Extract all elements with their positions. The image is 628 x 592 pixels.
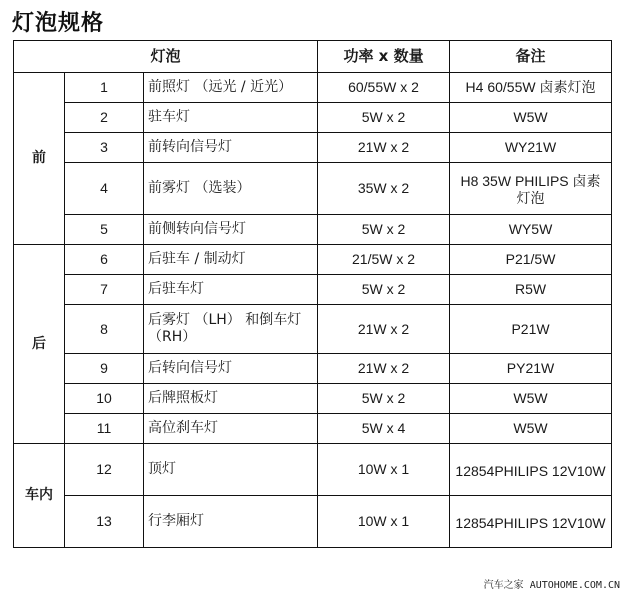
power-qty: 10W x 1: [318, 444, 450, 496]
row-number: 12: [65, 444, 144, 496]
row-number: 10: [65, 384, 144, 414]
power-qty: 21W x 2: [318, 133, 450, 163]
row-number: 9: [65, 354, 144, 384]
bulb-note: PY21W: [450, 354, 612, 384]
row-number: 13: [65, 496, 144, 548]
bulb-name: 后雾灯 （LH） 和倒车灯 （RH）: [144, 305, 318, 354]
bulb-name: 后转向信号灯: [144, 354, 318, 384]
table-row: [14, 245, 612, 275]
power-qty: 5W x 4: [318, 414, 450, 444]
power-qty: 10W x 1: [318, 496, 450, 548]
table-row: [14, 73, 612, 103]
page-title: 灯泡规格: [12, 11, 105, 36]
bulb-name: 前雾灯 （选装）: [144, 163, 318, 215]
table-row: [14, 103, 612, 133]
header-note: 备注: [450, 41, 612, 73]
table-row: [14, 163, 612, 215]
row-number: 4: [65, 163, 144, 215]
row-number: 7: [65, 275, 144, 305]
table-row: [14, 133, 612, 163]
bulb-note: P21W: [450, 305, 612, 354]
table-row: [14, 444, 612, 496]
bulb-note: P21/5W: [450, 245, 612, 275]
bulb-name: 后牌照板灯: [144, 384, 318, 414]
power-qty: 5W x 2: [318, 275, 450, 305]
table-header-row: [14, 41, 612, 73]
bulb-note: W5W: [450, 414, 612, 444]
bulb-note: R5W: [450, 275, 612, 305]
row-number: 8: [65, 305, 144, 354]
bulb-name: 前转向信号灯: [144, 133, 318, 163]
bulb-name: 驻车灯: [144, 103, 318, 133]
table-row: [14, 275, 612, 305]
bulb-note: WY5W: [450, 215, 612, 245]
bulb-note: 12854PHILIPS 12V10W: [450, 444, 612, 496]
bulb-name: 高位刹车灯: [144, 414, 318, 444]
row-number: 2: [65, 103, 144, 133]
bulb-name: 后驻车灯: [144, 275, 318, 305]
power-qty: 60/55W x 2: [318, 73, 450, 103]
bulb-note: H4 60/55W 卤素灯泡: [450, 73, 612, 103]
bulb-note: 12854PHILIPS 12V10W: [450, 496, 612, 548]
power-qty: 21W x 2: [318, 305, 450, 354]
power-qty: 35W x 2: [318, 163, 450, 215]
bulb-name: 顶灯: [144, 444, 318, 496]
row-number: 1: [65, 73, 144, 103]
row-number: 5: [65, 215, 144, 245]
power-qty: 5W x 2: [318, 384, 450, 414]
group-rear: 后: [14, 245, 65, 444]
table-row: [14, 496, 612, 548]
power-qty: 5W x 2: [318, 215, 450, 245]
table-row: [14, 414, 612, 444]
bulb-name: 后驻车 / 制动灯: [144, 245, 318, 275]
header-bulb: 灯泡: [14, 41, 318, 73]
bulb-note: H8 35W PHILIPS 卤素灯泡: [450, 163, 612, 215]
watermark: 汽车之家 AUTOHOME.COM.CN: [483, 580, 620, 591]
power-qty: 21/5W x 2: [318, 245, 450, 275]
power-qty: 21W x 2: [318, 354, 450, 384]
table-row: [14, 215, 612, 245]
bulb-spec-table: [13, 40, 612, 548]
group-interior: 车内: [14, 444, 65, 548]
group-front: 前: [14, 73, 65, 245]
bulb-note: W5W: [450, 103, 612, 133]
row-number: 6: [65, 245, 144, 275]
bulb-name: 前侧转向信号灯: [144, 215, 318, 245]
table-row: [14, 305, 612, 354]
bulb-note: W5W: [450, 384, 612, 414]
bulb-name: 前照灯 （远光 / 近光）: [144, 73, 318, 103]
table-row: [14, 354, 612, 384]
row-number: 11: [65, 414, 144, 444]
bulb-note: WY21W: [450, 133, 612, 163]
row-number: 3: [65, 133, 144, 163]
bulb-name: 行李厢灯: [144, 496, 318, 548]
header-power-qty: 功率 x 数量: [318, 41, 450, 73]
power-qty: 5W x 2: [318, 103, 450, 133]
table-row: [14, 384, 612, 414]
